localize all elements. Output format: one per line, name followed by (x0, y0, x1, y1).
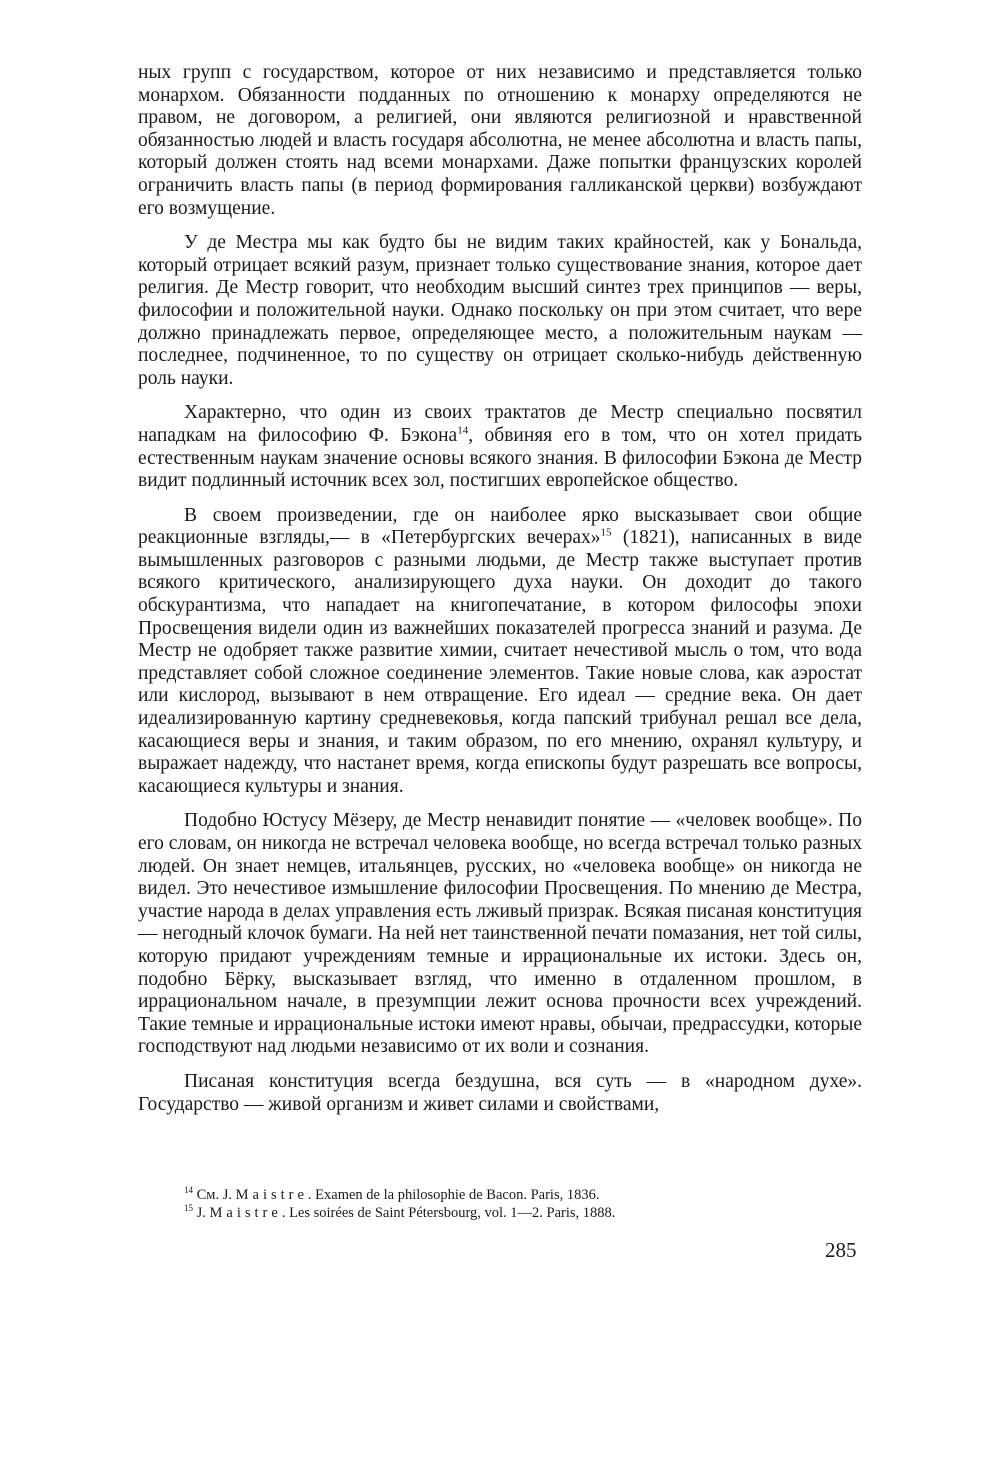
paragraph-1: ных групп с государством, которое от них независимо и представляется только монархом. Обязанности подданных по отношению к монарху определяются не правом, не договором, а религией, они являются религиозной и нравственной обязанностью людей и власть государя абсолютна, не менее абсолютна и власть папы, который должен стоять над всеми монархами. Даже попытки французских королей ограничить власть папы (в период формирования галликанской церкви) возбуждают его возмущение. (138, 62, 862, 219)
page-number: 285 (825, 1238, 857, 1262)
paragraph-3-text-b: , обвиняя его в том, что он хотел придать естественным наукам значение основы всякого знания. В философии Бэкона де Местр видит подлинный источник всех зол, постигших европейское общество. (138, 424, 862, 492)
footnote-title: . Examen de la philosophie de Bacon. Paris, 1836. (307, 1187, 600, 1203)
footnote-author: Maistre (235, 1187, 308, 1203)
footnote-author: Maistre (209, 1205, 282, 1221)
footnote-number: 14 (184, 1185, 193, 1196)
page-body (138, 62, 862, 1128)
paragraph-2: У де Местра мы как будто бы не видим таких крайностей, как у Бональда, который отрицает всякий разум, признает только существование знания, которое дает религия. Де Местр говорит, что необходим высший синтез трех принципов — веры, философии и положительной науки. Однако поскольку он при этом считает, что вере должно принадлежать первое, определяющее место, а положительным наукам — последнее, подчиненное, то по существу он отрицает сколько-нибудь действенную роль науки. (138, 232, 862, 389)
paragraph-5: Подобно Юстусу Мёзеру, де Местр ненавидит понятие — «человек вообще». По его словам, он никогда не встречал человека вообще, но всегда встречал только разных людей. Он знает немцев, итальянцев, русских, но «человека вообще» он никогда не видел. Это нечестивое измышление философии Просвещения. По мнению де Местра, участие народа в делах управления есть лживый призрак. Всякая писаная конституция — негодный клочок бумаги. На ней нет таинственной печати помазания, нет той силы, которую придают учреждениям темные и иррациональные их истоки. Здесь он, подобно Бёрку, высказывает взгляд, что именно в отдаленном прошлом, в иррациональном начале, в презумпции лежит основа прочности всех учреждений. Такие темные и иррациональные истоки имеют нравы, обычаи, предрассудки, которые господствуют над людьми независимо от их воли и сознания. (138, 810, 862, 1058)
paragraph-3 (138, 402, 862, 492)
paragraph-3-text-a: Характерно, что один из своих трактатов де Местр специально посвятил нападкам на философию Ф. Бэкона (138, 402, 862, 446)
footnote-prefix: См. J. (196, 1187, 232, 1203)
paragraph-6: Писаная конституция всегда бездушна, вся суть — в «народном духе». Государство — живой организм и живет силами и свойствами, (138, 1070, 862, 1115)
footnote-title: . Les soirées de Saint Pétersbourg, vol. 1—2. Paris, 1888. (281, 1205, 616, 1221)
footnote-ref-14: 14 (457, 424, 469, 437)
footnotes (184, 1186, 864, 1222)
paragraph-4-text-b: (1821), написанных в виде вымышленных разговоров с разными людьми, де Местр также выступает против всякого критического, анализирующего духа науки. Он доходит до такого обскурантизма, что нападает на книгопечатание, в котором философы эпохи Просвещения видели один из важнейших показателей прогресса знаний и разума. Де Местр не одобряет также развитие химии, считает нечестивой мысль о том, что вода представляет собой сложное соединение элементов. Такие новые слова, как аэростат или кислород, вызывают в нем отвращение. Его идеал — средние века. Он дает идеализированную картину средневековья, когда папский трибунал решал все дела, касающиеся веры и знания, и таким образом, по его мнению, охранял культуру, и выражает надежду, что настанет время, когда епископы будут разрешать все вопросы, касающиеся культуры и знания. (138, 527, 863, 797)
paragraph-4-text-a: В своем произведении, где он наиболее ярко высказывает свои общие реакционные взгляды,— в «Петербургских вечерах» (138, 504, 862, 549)
footnote-15 (184, 1204, 864, 1222)
footnote-ref-15: 15 (600, 526, 612, 539)
footnote-number: 15 (184, 1203, 193, 1214)
footnote-14 (184, 1186, 864, 1204)
footnote-prefix: J. (196, 1205, 206, 1221)
paragraph-4 (138, 505, 862, 799)
